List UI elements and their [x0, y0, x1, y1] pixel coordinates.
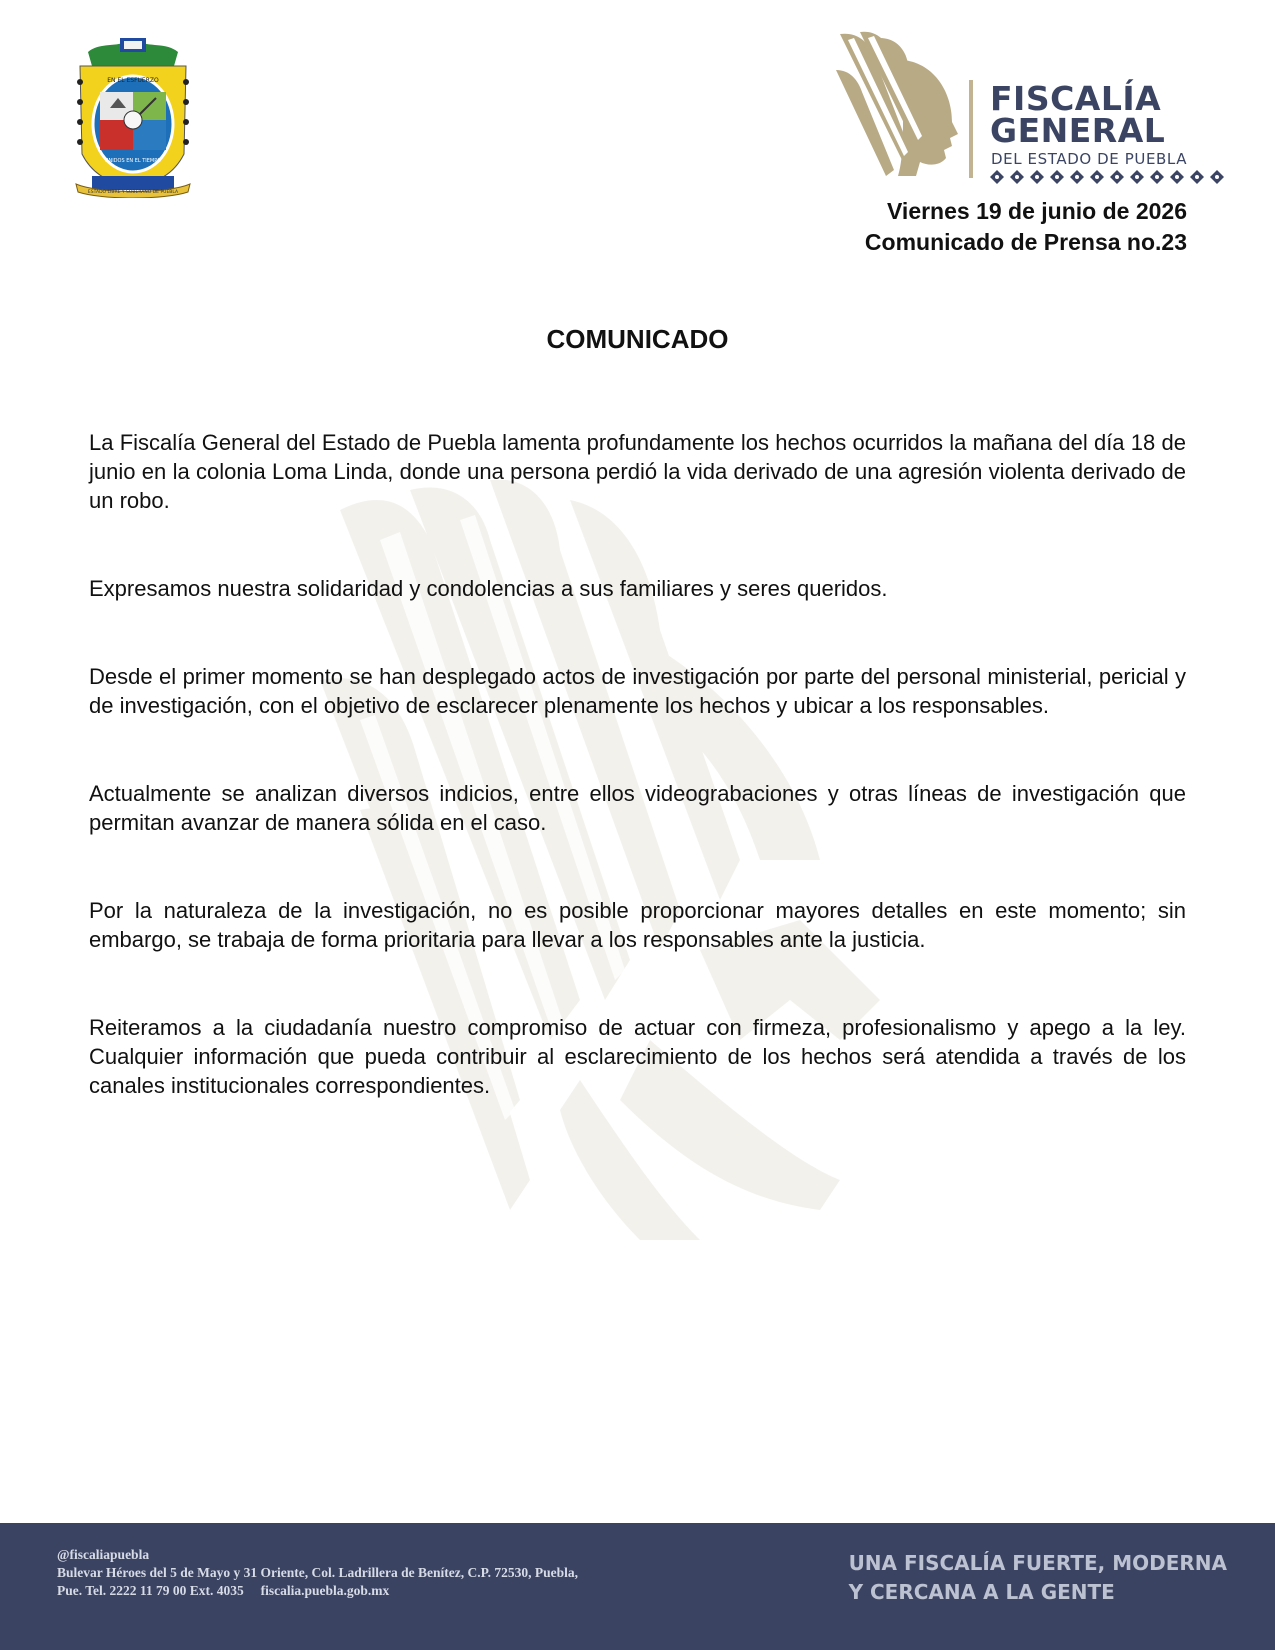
profile-head-icon: [836, 30, 976, 180]
document-body: [89, 428, 1186, 1159]
logo-subtitle: DEL ESTADO DE PUEBLA: [991, 150, 1188, 168]
paragraph: Actualmente se analizan diversos indicios, entre ellos videograbaciones y otras líneas de investigación que permitan avanzar de manera sólida en el caso.: [89, 781, 1186, 835]
coat-motto-bottom: UNIDOS EN EL TIEMPO: [104, 158, 162, 164]
address-line-2: Pue. Tel. 2222 11 79 00 Ext. 4035 fiscalia.puebla.gob.mx: [57, 1583, 390, 1598]
social-handle: @fiscaliapuebla: [57, 1547, 150, 1562]
slogan-line-2: Y CERCANA A LA GENTE: [848, 1580, 1115, 1604]
paragraph: La Fiscalía General del Estado de Puebla lamenta profundamente los hechos ocurridos la mañana del día 18 de junio en la colonia Loma Linda, donde una persona perdió la vida derivado de una agresión violenta derivado de un robo.: [89, 430, 1186, 513]
logo-title-line2: GENERAL: [990, 111, 1166, 150]
footer-slogan: [849, 1549, 1227, 1607]
paragraph: Por la naturaleza de la investigación, no es posible proporcionar mayores detalles en este momento; sin embargo, se trabaja de forma prioritaria para llevar a los responsables ante la justicia.: [89, 898, 1186, 952]
footer-contact: [57, 1546, 578, 1600]
paragraph: Desde el primer momento se han desplegado actos de investigación por parte del personal ministerial, pericial y de investigación, con el objetivo de esclarecer plenamente los hechos y ubicar a los responsables.: [89, 664, 1186, 718]
slogan-line-1: UNA FISCALÍA FUERTE, MODERNA: [848, 1551, 1227, 1575]
footer-bar: [0, 1523, 1275, 1650]
logo-title-line1: FISCALÍA: [990, 79, 1162, 118]
date-block: [865, 196, 1187, 258]
release-number: Comunicado de Prensa no.23: [864, 229, 1187, 255]
release-date: Viernes 19 de junio de 2026: [887, 198, 1187, 224]
logo-divider: [969, 80, 973, 178]
logo-talavera-pattern: [990, 170, 1226, 184]
coat-motto-top: EN EL ESFUERZO: [107, 77, 159, 84]
address-line-1: Bulevar Héroes del 5 de Mayo y 31 Oriente, Col. Ladrillera de Benítez, C.P. 72530, Puebla,: [57, 1565, 578, 1580]
puebla-coat-of-arms-icon: [70, 36, 196, 198]
paragraph: Reiteramos a la ciudadanía nuestro compromiso de actuar con firmeza, profesionalismo y apego a la ley. Cualquier información que pueda contribuir al esclarecimiento de los hechos será atendida a través de los canales institucionales correspondientes.: [89, 1015, 1186, 1098]
coat-banner: ESTADO LIBRE Y SOBERANO DE PUEBLA: [87, 190, 179, 195]
paragraph: Expresamos nuestra solidaridad y condolencias a sus familiares y seres queridos.: [89, 576, 888, 601]
document-title: COMUNICADO: [546, 324, 729, 354]
fiscalia-general-logo: [836, 30, 1236, 190]
